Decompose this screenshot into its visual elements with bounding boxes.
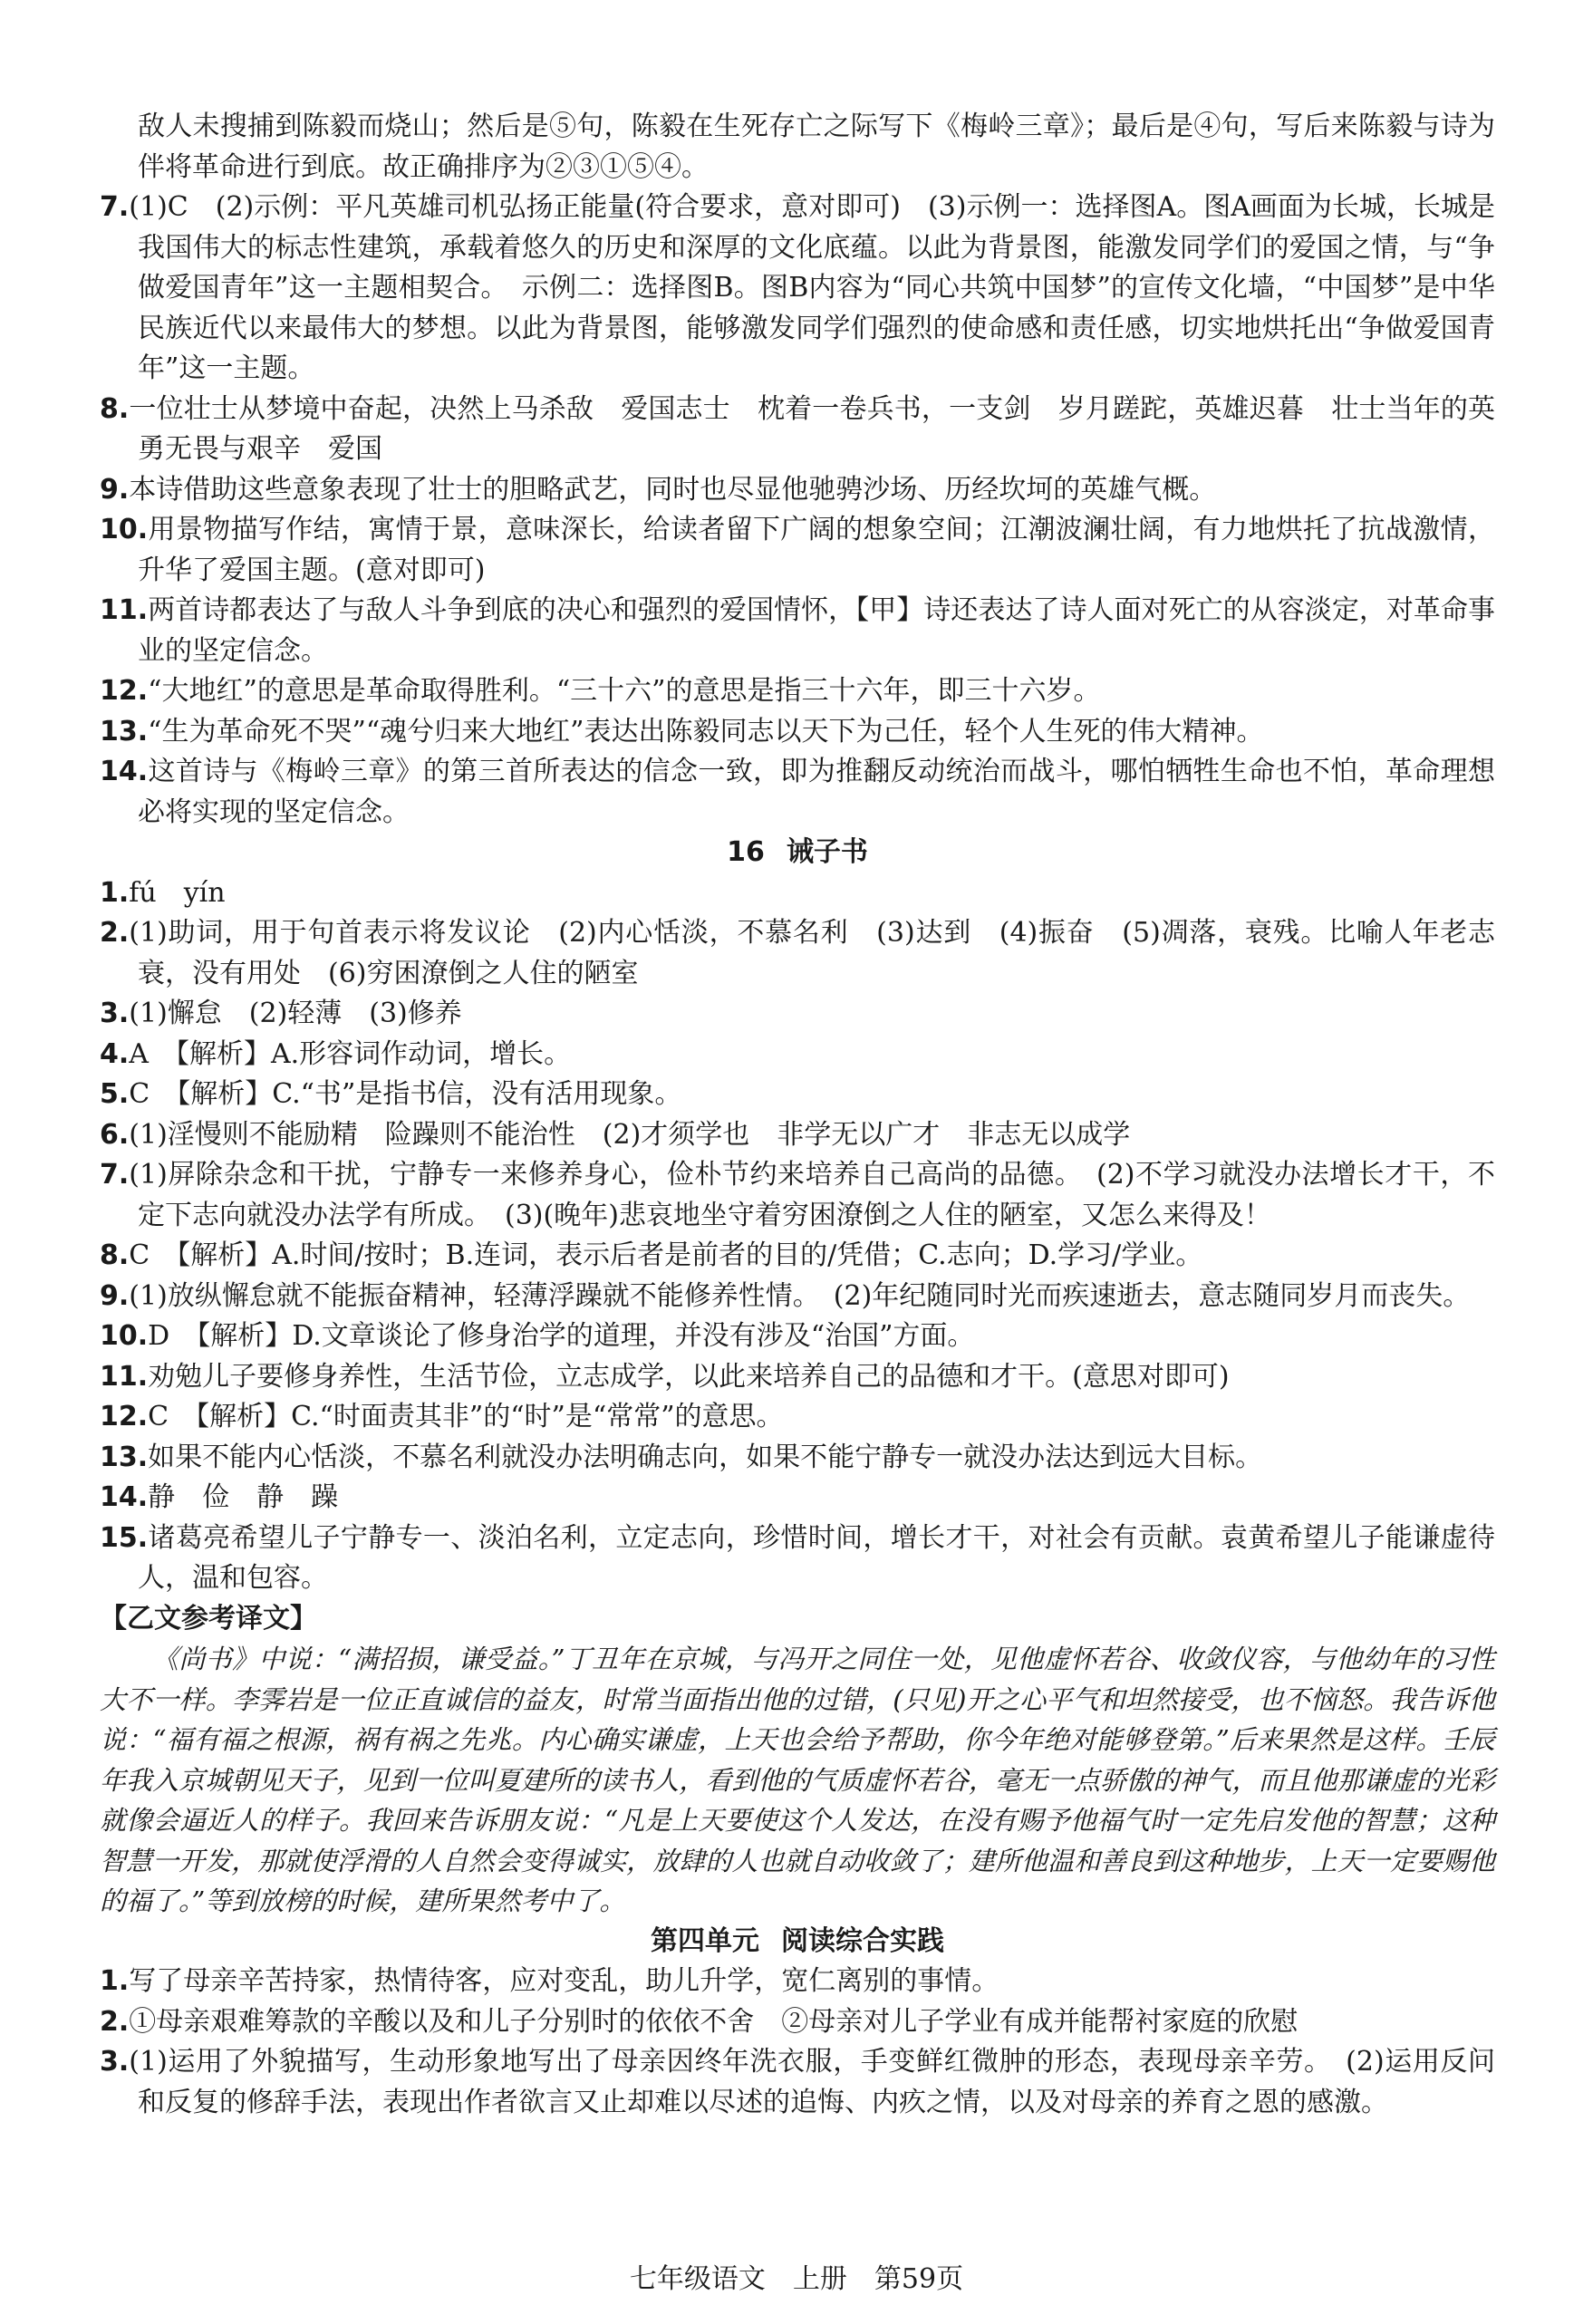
item-text: 用景物描写作结，寓情于景，意味深长，给读者留下广阔的想象空间；江潮波澜壮阔，有力地烘托了抗战激情，升华了爱国主题。(意对即可) xyxy=(138,514,1495,586)
item-number: 3. xyxy=(100,2046,130,2078)
item-number: 11. xyxy=(100,594,149,626)
item-text: (1)放纵懈怠就不能振奋精神，轻薄浮躁就不能修养性情。 (2)年纪随同时光而疾速逝去，意志随同岁月而丧失。 xyxy=(129,1279,1471,1312)
answer-item xyxy=(100,1519,1495,1599)
item-text: C 【解析】A.时间/按时；B.连词，表示后者是前者的目的/凭借；C.志向；D.学习/学业。 xyxy=(129,1239,1203,1271)
unit-label: 第四单元 xyxy=(651,1924,759,1957)
item-number: 7. xyxy=(100,191,130,223)
section-title: 诫子书 xyxy=(786,836,868,868)
item-text: 这首诗与《梅岭三章》的第三首所表达的信念一致，即为推翻反动统治而战斗，哪怕牺牲生命也不怕，革命理想必将实现的坚定信念。 xyxy=(138,756,1495,828)
answer-item xyxy=(100,188,1495,390)
answer-item xyxy=(100,390,1495,470)
answer-item xyxy=(100,752,1495,833)
answer-item xyxy=(100,1357,1495,1398)
lesson-16-answers xyxy=(100,873,1495,1599)
item-number: 12. xyxy=(100,675,149,707)
item-text: 诸葛亮希望儿子宁静专一、淡泊名利，立定志向，珍惜时间，增长才干，对社会有贡献。袁黄希望儿子能谦虚待人，温和包容。 xyxy=(138,1521,1495,1594)
answer-item xyxy=(100,510,1495,591)
answer-item xyxy=(100,1115,1495,1156)
item-number: 14. xyxy=(100,756,149,787)
answer-item xyxy=(100,1397,1495,1438)
section-heading-16 xyxy=(100,833,1495,873)
item-number: 3. xyxy=(100,998,130,1029)
item-number: 8. xyxy=(100,392,130,425)
item-number: 2. xyxy=(100,917,130,949)
answer-item xyxy=(100,1438,1495,1479)
page-content xyxy=(100,107,1495,2123)
item-number: 4. xyxy=(100,1037,130,1070)
answer-item xyxy=(100,1035,1495,1075)
item-text: (1)淫慢则不能励精 险躁则不能治性 (2)才须学也 非学无以广才 非志无以成学 xyxy=(129,1118,1131,1151)
answer-item xyxy=(100,1236,1495,1277)
answer-item xyxy=(100,1478,1495,1519)
item-number: 9. xyxy=(100,473,130,506)
answer-item xyxy=(100,2002,1495,2043)
item-text: D 【解析】D.文章谈论了修身治学的道理，并没有涉及“治国”方面。 xyxy=(148,1320,975,1352)
item-number: 15. xyxy=(100,1521,149,1554)
answer-item xyxy=(100,470,1495,511)
item-number: 13. xyxy=(100,1441,149,1473)
answer-item xyxy=(100,1155,1495,1236)
item-text: C 【解析】C.“时面责其非”的“时”是“常常”的意思。 xyxy=(148,1401,784,1432)
item-number: 5. xyxy=(100,1078,130,1110)
item-text: (1)助词，用于句首表示将发议论 (2)内心恬淡，不慕名利 (3)达到 (4)振奋 (5)凋落，衰残。比喻人年老志衰，没有用处 (6)穷困潦倒之人住的陋室 xyxy=(129,917,1495,989)
answer-item xyxy=(100,1962,1495,2002)
item-text: ①母亲艰难筹款的辛酸以及和儿子分别时的依依不舍 ②母亲对儿子学业有成并能帮衬家庭的欣慰 xyxy=(129,2005,1299,2038)
translation-label: 【乙文参考译文】 xyxy=(100,1602,317,1635)
unit-4-answers xyxy=(100,1962,1495,2123)
unit-title: 阅读综合实践 xyxy=(781,1924,944,1957)
item-text: 如果不能内心恬淡，不慕名利就没办法明确志向，如果不能宁静专一就没办法达到远大目标。 xyxy=(148,1441,1263,1473)
item-text: C 【解析】C.“书”是指书信，没有活用现象。 xyxy=(129,1078,682,1110)
item-number: 1. xyxy=(100,876,130,909)
item-number: 7. xyxy=(100,1159,130,1191)
item-number: 10. xyxy=(100,1320,149,1352)
answer-item xyxy=(100,1075,1495,1115)
answer-item xyxy=(100,1277,1495,1317)
item-text: “大地红”的意思是革命取得胜利。“三十六”的意思是指三十六年，即三十六岁。 xyxy=(148,675,1101,707)
item-number: 12. xyxy=(100,1401,149,1432)
translation-text: 《尚书》中说：“满招损，谦受益。”丁丑年在京城，与冯开之同住一处，见他虚怀若谷、收敛仪容，与他幼年的习性大不一样。李霁岩是一位正直诚信的益友，时常当面指出他的过错，(只见)开之心平气和坦然接受，也不恼怒。我告诉他说：“福有福之根源，祸有祸之先兆。内心确实谦虚，上天也会给予帮助，你今年绝对能够登第。”后来果然是这样。壬辰年我入京城朝见天子，见到一位叫夏建所的读书人，看到他的气质虚怀若谷，毫无一点骄傲的神气，而且他那谦虚的光彩就像会逼近人的样子。我回来告诉朋友说：“凡是上天要使这个人发达，在没有赐予他福气时一定先启发他的智慧；这种智慧一开发，那就使浮滑的人自然会变得诚实，放肆的人也就自动收敛了；建所他温和善良到这种地步，上天一定要赐他的福了。”等到放榜的时候，建所果然考中了。 xyxy=(100,1644,1495,1916)
section-number: 16 xyxy=(727,836,765,868)
item-text: (1)懈怠 (2)轻薄 (3)修养 xyxy=(129,998,462,1029)
item-text: (1)屏除杂念和干扰，宁静专一来修养身心，俭朴节约来培养自己高尚的品德。 (2)不学习就没办法增长才干，不定下志向就没办法学有所成。 (3)(晚年)悲哀地坐守着穷困潦倒之人住的陋室，又怎么来得及！ xyxy=(129,1159,1495,1231)
continuation-paragraph: 敌人未搜捕到陈毅而烧山；然后是⑤句，陈毅在生死存亡之际写下《梅岭三章》；最后是④句，写后来陈毅与诗为伴将革命进行到底。故正确排序为②③①⑤④。 xyxy=(138,111,1495,183)
item-number: 10. xyxy=(100,514,149,545)
item-number: 14. xyxy=(100,1481,149,1513)
item-number: 13. xyxy=(100,715,149,747)
item-text: 静 俭 静 躁 xyxy=(148,1481,339,1513)
answer-item xyxy=(100,591,1495,671)
item-text: 两首诗都表达了与敌人斗争到底的决心和强烈的爱国情怀，【甲】诗还表达了诗人面对死亡的从容淡定，对革命事业的坚定信念。 xyxy=(138,594,1495,667)
item-number: 6. xyxy=(100,1118,130,1151)
poem-answers xyxy=(100,188,1495,833)
item-text: A 【解析】A.形容词作动词，增长。 xyxy=(129,1037,572,1070)
item-number: 8. xyxy=(100,1239,130,1271)
item-text: “生为革命死不哭”“魂兮归来大地红”表达出陈毅同志以天下为己任，轻个人生死的伟大精神。 xyxy=(148,715,1264,747)
item-number: 2. xyxy=(100,2005,130,2038)
item-text: fú yín xyxy=(129,876,226,909)
item-text: 写了母亲辛苦持家，热情待客，应对变乱，助儿升学，宽仁离别的事情。 xyxy=(129,1965,999,1997)
item-number: 1. xyxy=(100,1965,130,1997)
section-heading-unit-4 xyxy=(100,1922,1495,1962)
answer-item xyxy=(100,2042,1495,2123)
item-number: 11. xyxy=(100,1360,149,1393)
page-footer: 七年级语文 上册 第59页 xyxy=(629,2263,964,2295)
answer-item xyxy=(100,994,1495,1035)
item-number: 9. xyxy=(100,1279,130,1312)
answer-item xyxy=(100,712,1495,753)
answer-item xyxy=(100,671,1495,712)
answer-item xyxy=(100,913,1495,994)
item-text: 一位壮士从梦境中奋起，决然上马杀敌 爱国志士 枕着一卷兵书，一支剑 岁月蹉跎，英雄迟暮 壮士当年的英勇无畏与艰辛 爱国 xyxy=(129,392,1495,465)
answer-item xyxy=(100,1316,1495,1357)
item-text: (1)C (2)示例：平凡英雄司机弘扬正能量(符合要求，意对即可) (3)示例一：选择图A。图A画面为长城，长城是我国伟大的标志性建筑，承载着悠久的历史和深厚的文化底蕴。以此为背景图，能激发同学们的爱国之情，与“争做爱国青年”这一主题相契合。 示例二：选择图B。图B内容为“同心共筑中国梦”的宣传文化墙，“中国梦”是中华民族近代以来最伟大的梦想。以此为背景图，能够激发同学们强烈的使命感和责任感，切实地烘托出“争做爱国青年”这一主题。 xyxy=(129,191,1495,384)
item-text: 劝勉儿子要修身养性，生活节俭，立志成学，以此来培养自己的品德和才干。(意思对即可) xyxy=(148,1360,1230,1393)
item-text: 本诗借助这些意象表现了壮士的胆略武艺，同时也尽显他驰骋沙场、历经坎坷的英雄气概。 xyxy=(129,473,1217,506)
item-text: (1)运用了外貌描写，生动形象地写出了母亲因终年洗衣服，手变鲜红微肿的形态，表现母亲辛劳。 (2)运用反问和反复的修辞手法，表现出作者欲言又止却难以尽述的追悔、内疚之情，以及对母亲的养育之恩的感激。 xyxy=(129,2046,1495,2118)
answer-item xyxy=(100,873,1495,914)
